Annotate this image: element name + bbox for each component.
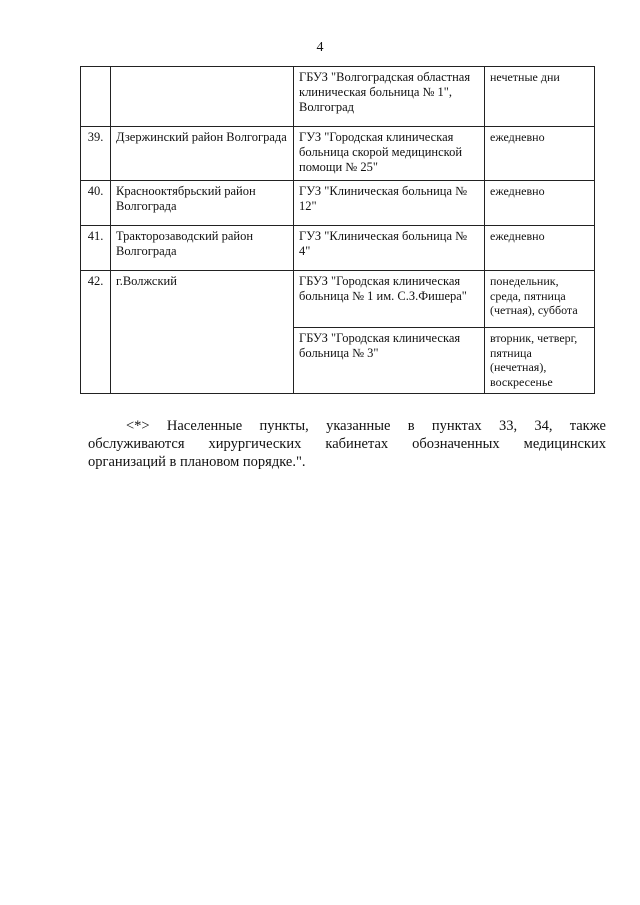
schedule-cell: вторник, четверг, пятница (нечетная), воскресенье — [485, 328, 595, 394]
table-row — [81, 127, 595, 181]
area-cell: Тракторозаводский район Волгограда — [111, 226, 294, 271]
area-cell: г.Волжский — [111, 271, 294, 394]
schedule-cell: ежедневно — [485, 127, 595, 181]
footnote-line: обслуживаются хирургических кабинетах обозначенных медицинских — [88, 436, 606, 452]
organization-cell: ГУЗ "Клиническая больница № 4" — [294, 226, 485, 271]
schedule-cell: ежедневно — [485, 181, 595, 226]
area-cell: Краснооктябрьский район Волгограда — [111, 181, 294, 226]
table-row — [81, 181, 595, 226]
row-number-cell — [81, 67, 111, 127]
row-number-cell: 41. — [81, 226, 111, 271]
schedule-cell: нечетные дни — [485, 67, 595, 127]
table-row — [81, 67, 595, 127]
organization-cell: ГБУЗ "Волгоградская областная клиническая больница № 1", Волгоград — [294, 67, 485, 127]
footnote — [88, 417, 606, 471]
row-number-cell: 39. — [81, 127, 111, 181]
footnote-line: <*> Населенные пункты, указанные в пунктах 33, 34, также — [126, 418, 606, 434]
organization-cell: ГБУЗ "Городская клиническая больница № 3" — [294, 328, 485, 394]
page-number: 4 — [316, 40, 324, 55]
table-row — [81, 271, 595, 328]
schedule-cell: понедельник, среда, пятница (четная), суббота — [485, 271, 595, 328]
schedule-cell: ежедневно — [485, 226, 595, 271]
area-cell: Дзержинский район Волгограда — [111, 127, 294, 181]
area-cell — [111, 67, 294, 127]
table-row — [81, 226, 595, 271]
organization-cell: ГБУЗ "Городская клиническая больница № 1 им. С.З.Фишера" — [294, 271, 485, 328]
footnote-line: организаций в плановом порядке.". — [88, 454, 306, 470]
organization-cell: ГУЗ "Городская клиническая больница скорой медицинской помощи № 25" — [294, 127, 485, 181]
row-number-cell: 42. — [81, 271, 111, 394]
organization-cell: ГУЗ "Клиническая больница № 12" — [294, 181, 485, 226]
row-number-cell: 40. — [81, 181, 111, 226]
hospital-schedule-table — [80, 66, 595, 394]
